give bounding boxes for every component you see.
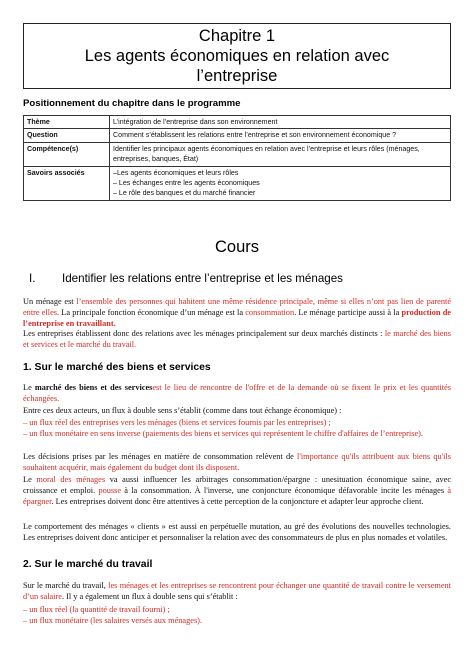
highlight-text: pousse bbox=[98, 486, 122, 496]
chapter-number: Chapitre 1 bbox=[198, 27, 276, 45]
table-key: Compétence(s) bbox=[24, 142, 110, 166]
part-title: Identifier les relations entre l’entreprise et les ménages bbox=[62, 272, 343, 285]
subsection-heading: 2. Sur le marché du travail bbox=[23, 559, 153, 570]
subsection-heading: 1. Sur le marché des biens et services bbox=[23, 362, 211, 373]
table-key: Thème bbox=[24, 116, 110, 129]
list-item-flux-monetaire-travail: – un flux monétaire (les salaires versés aux ménages). bbox=[23, 616, 203, 625]
table-value bbox=[110, 166, 451, 200]
paragraph-flux-intro: Entre ces deux acteurs, un flux à double sens s’établit (comme dans tout échange économique) : bbox=[23, 406, 342, 415]
table-key: Question bbox=[24, 129, 110, 142]
paragraph-decisions bbox=[23, 451, 451, 473]
chapter-title-line: Les agents économiques en relation avec bbox=[84, 47, 390, 65]
highlight-text: l'importance qu'ils attribuent aux biens qu'ils souhaitent acquérir, mais également du budget dont ils disposent. bbox=[23, 452, 451, 473]
paragraph-comportement: Le comportement des ménages « clients » est aussi en perpétuelle mutation, au gré des évolutions des nouvelles technologies. Les entreprises doivent donc anticiper et personnaliser la relation avec des consommateurs de plus en plus nomades et volatiles. bbox=[23, 522, 451, 543]
table-value: Comment s’établissent les relations entre l’entreprise et son environnement économique ? bbox=[110, 129, 451, 142]
highlight-text: l’ensemble des personnes qui habitent une même résidence principale, même si elles n’ont pas lien de parenté entre elles. bbox=[23, 297, 451, 318]
paragraph-moral bbox=[23, 474, 451, 507]
table-key: Savoirs associés bbox=[24, 166, 110, 200]
paragraph-marches bbox=[23, 328, 451, 350]
paragraph-menage bbox=[23, 296, 451, 329]
highlight-text: les ménages et les entreprises se rencontrent pour échanger une quantité de travail contre le versement d’un salaire bbox=[23, 581, 451, 602]
highlight-text: est le lieu de rencontre de l'offre et de la demande où se fixent le prix et les quantités échangées. bbox=[23, 383, 451, 404]
positioning-heading: Positionnement du chapitre dans le programme bbox=[23, 98, 241, 109]
list-item: – Le rôle des banques et du marché financier bbox=[113, 189, 256, 198]
text: Les décisions prises par les ménages en matière de consommation relèvent de bbox=[23, 452, 298, 461]
list-item-flux-reel: – un flux réel des entreprises vers les ménages (biens et services fournis par les entreprises) ; bbox=[23, 418, 331, 427]
text: Le bbox=[23, 475, 37, 484]
text: Un ménage est bbox=[23, 297, 77, 306]
part-number: I. bbox=[29, 272, 36, 285]
chapter-title-line: l’entreprise bbox=[196, 67, 278, 85]
highlight-text: moral des ménages bbox=[36, 475, 106, 484]
table-value: L’intégration de l’entreprise dans son environnement bbox=[110, 116, 451, 129]
highlight-text: consommation bbox=[245, 308, 295, 318]
table-row bbox=[24, 142, 451, 166]
list-item: –Les agents économiques et leurs rôles bbox=[113, 168, 239, 177]
bold-text: marché des biens et des services bbox=[34, 383, 153, 392]
highlight-text: production de l’entreprise en travaillant. bbox=[23, 308, 451, 329]
program-table bbox=[23, 115, 451, 201]
table-row bbox=[24, 116, 451, 129]
text: à la consommation. À l'inverse, une conjoncture économique défavorable incite les ménages bbox=[121, 486, 448, 496]
text: Les entreprises établissent donc des relations avec les ménages principalement sur deux marchés distincts : bbox=[23, 329, 385, 338]
table-value: Identifier les principaux agents économiques en relation avec l’entreprise et leurs rôles (ménages, entreprises, banques, État) bbox=[110, 142, 451, 166]
cours-heading: Cours bbox=[214, 238, 259, 256]
highlight-text: le marché des biens et services et le marché du travail. bbox=[23, 329, 451, 350]
text: La principale fonction économique d’un ménage est la bbox=[59, 308, 246, 318]
paragraph-marche-travail bbox=[23, 580, 451, 602]
text: . Les entreprises doivent donc être attentives à cette perception de la conjoncture et adapter leur approche client. bbox=[51, 497, 424, 507]
part-heading bbox=[29, 272, 343, 285]
list-item: – Les échanges entre les agents économiques bbox=[113, 179, 260, 188]
text: . Il y a également un flux à double sens qui s’établit : bbox=[61, 592, 238, 602]
text: Le bbox=[23, 383, 35, 392]
paragraph-marche-biens bbox=[23, 382, 451, 404]
list-item-flux-monetaire: – un flux monétaire en sens inverse (paiements des biens et services qui représentent le chiffre d'affaires de l’entreprise). bbox=[23, 429, 423, 438]
text: Sur le marché du travail, bbox=[23, 581, 109, 590]
list-item-flux-reel-travail: – un flux réel (la quantité de travail fourni) ; bbox=[23, 605, 170, 614]
highlight-text: à épargner bbox=[23, 486, 451, 507]
table-row bbox=[24, 129, 451, 142]
text: . Le ménage participe aussi à la bbox=[294, 308, 402, 318]
text: va aussi influencer les arbitrages consommation/épargne : unesituation économique saine, avec croissance et emploi. bbox=[23, 475, 451, 496]
table-row bbox=[24, 166, 451, 200]
chapter-title-box bbox=[23, 23, 451, 89]
